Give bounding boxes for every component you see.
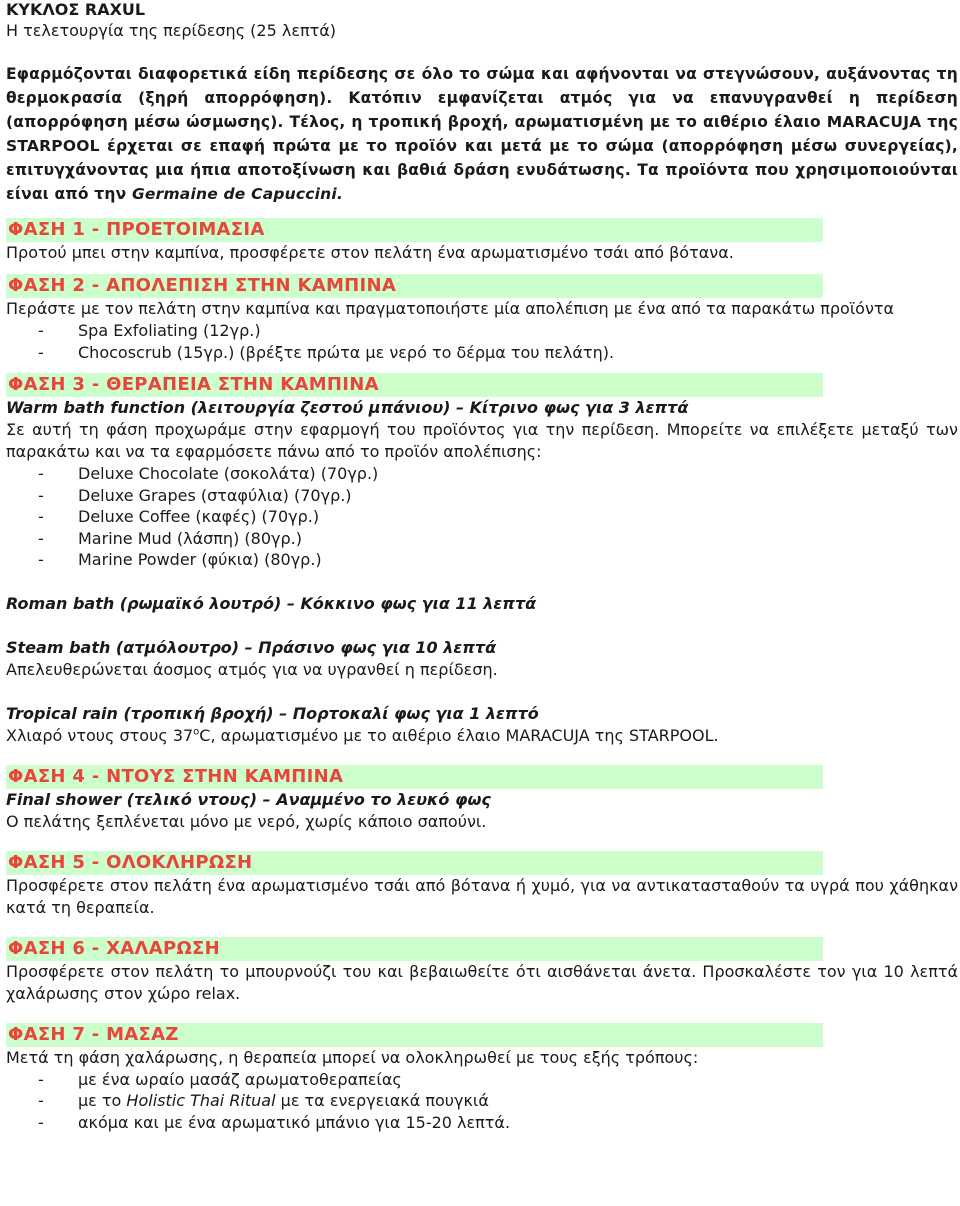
roman-bath-heading: Roman bath (ρωμαϊκό λουτρό) – Κόκκινο φως για 11 λεπτά	[6, 593, 537, 613]
list-item: - Spa Exfoliating (12γρ.)	[6, 320, 958, 342]
steam-bath-heading: Steam bath (ατμόλουτρο) – Πράσινο φως για 10 λεπτά	[6, 637, 497, 657]
phase5-heading: ΦΑΣΗ 5 - ΟΛΟΚΛΗΡΩΣΗ	[6, 851, 823, 875]
tropical-text-part: C, αρωματισμένο με το αιθέριο έλαιο MARACUJA της STARPOOL.	[199, 725, 719, 745]
phase3-list	[6, 463, 958, 571]
list-item: - Marine Powder (φύκια) (80γρ.)	[6, 549, 958, 571]
intro-paragraph	[6, 62, 958, 206]
list-item: - με ένα ωραίο μασάζ αρωματοθεραπείας	[6, 1069, 958, 1091]
list-item-text: με τα ενεργειακά πουγκιά	[275, 1091, 489, 1110]
phase1-text: Προτού μπει στην καμπίνα, προσφέρετε στον πελάτη ένα αρωματισμένο τσάι από βότανα.	[6, 243, 734, 262]
tropical-rain-text	[6, 725, 958, 747]
list-item: - Chocoscrub (15γρ.) (βρέξτε πρώτα με νερό το δέρμα του πελάτη).	[6, 342, 958, 364]
phase4-heading: ΦΑΣΗ 4 - ΝΤΟΥΣ ΣΤΗΝ ΚΑΜΠΙΝΑ	[6, 765, 823, 789]
list-item	[6, 1090, 958, 1112]
final-shower-heading: Final shower (τελικό ντους) – Αναμμένο το λευκό φως	[6, 789, 491, 809]
phase6-text: Προσφέρετε στον πελάτη το μπουρνούζι του και βεβαιωθείτε ότι αισθάνεται άνετα. Προσκαλέστε τον για 10 λεπτά χαλάρωσης στον χώρο relax.	[6, 961, 958, 1003]
warm-bath-heading: Warm bath function (λειτουργία ζεστού μπάνιου) – Κίτρινο φως για 3 λεπτά	[6, 398, 689, 417]
phase4-text: Ο πελάτης ξεπλένεται μόνο με νερό, χωρίς κάποιο σαπούνι.	[6, 811, 487, 831]
warm-bath-text: Σε αυτή τη φάση προχωράμε στην εφαρμογή του προϊόντος για την περίδεση. Μπορείτε να επιλέξετε μεταξύ των παρακάτω και να τα εφαρμόσετε πάνω από το προϊόν απολέπισης:	[6, 420, 958, 461]
phase2-text: Περάστε με τον πελάτη στην καμπίνα και πραγματοποιήστε μία απολέπιση με ένα από τα παρακάτω προϊόντα	[6, 299, 895, 318]
phase2-list	[6, 320, 958, 363]
phase7-list	[6, 1069, 958, 1134]
list-item: - Deluxe Chocolate (σοκολάτα) (70γρ.)	[6, 463, 958, 485]
document-title: ΚΥΚΛΟΣ RAXUL	[6, 0, 146, 19]
intro-brand: Germaine de Capuccini.	[131, 185, 344, 203]
list-item: - Deluxe Grapes (σταφύλια) (70γρ.)	[6, 485, 958, 507]
steam-bath-text: Απελευθερώνεται άοσμος ατμός για να υγρανθεί η περίδεση.	[6, 659, 498, 679]
degree-sup: o	[193, 726, 200, 738]
phase1-heading: ΦΑΣΗ 1 - ΠΡΟΕΤΟΙΜΑΣΙΑ	[6, 218, 823, 242]
tropical-rain-heading: Tropical rain (τροπική βροχή) – Πορτοκαλί φως για 1 λεπτό	[6, 703, 539, 723]
document-subtitle: Η τελετουργία της περίδεσης (25 λεπτά)	[6, 21, 337, 40]
list-item: - Marine Mud (λάσπη) (80γρ.)	[6, 528, 958, 550]
phase7-text: Μετά τη φάση χαλάρωσης, η θεραπεία μπορεί να ολοκληρωθεί με τους εξής τρόπους:	[6, 1047, 699, 1067]
list-item: - Deluxe Coffee (καφές) (70γρ.)	[6, 506, 958, 528]
phase3-heading: ΦΑΣΗ 3 - ΘΕΡΑΠΕΙΑ ΣΤΗΝ ΚΑΜΠΙΝΑ	[6, 373, 823, 397]
list-item: - ακόμα και με ένα αρωματικό μπάνιο για 15-20 λεπτά.	[6, 1112, 958, 1134]
phase6-heading: ΦΑΣΗ 6 - ΧΑΛΑΡΩΣΗ	[6, 937, 823, 961]
ritual-name: Holistic Thai Ritual	[126, 1091, 276, 1110]
phase2-heading: ΦΑΣΗ 2 - ΑΠΟΛΕΠΙΣΗ ΣΤΗΝ ΚΑΜΠΙΝΑ	[6, 274, 823, 298]
tropical-text-part: Χλιαρό ντους στους 37	[6, 725, 194, 745]
phase5-text: Προσφέρετε στον πελάτη ένα αρωματισμένο τσάι από βότανα ή χυμό, για να αντικατασταθούν τα υγρά που χάθηκαν κατά τη θεραπεία.	[6, 875, 958, 917]
list-item-text: με το	[78, 1091, 127, 1110]
phase7-heading: ΦΑΣΗ 7 - ΜΑΣΑΖ	[6, 1023, 823, 1047]
intro-text: Εφαρμόζονται διαφορετικά είδη περίδεσης σε όλο το σώμα και αφήνονται να στεγνώσουν, αυξάνοντας τη θερμοκρασία (ξηρή απορρόφηση). Κατόπιν εμφανίζεται ατμός για να επανυγρανθεί η περίδεση (απορρόφηση μέσω ώσμωσης). Τέλος, η τροπική βροχή, αρωματισμένη με το αιθέριο έλαιο MARACUJA της STARPOOL έρχεται σε επαφή πρώτα με το προϊόν και μετά με το σώμα (απορρόφηση μέσω συνεργείας), επιτυγχάνοντας μια ήπια αποτοξίνωση και βαθιά δράση ενυδάτωσης. Τα προϊόντα που χρησιμοποιούνται είναι από την	[6, 65, 958, 203]
